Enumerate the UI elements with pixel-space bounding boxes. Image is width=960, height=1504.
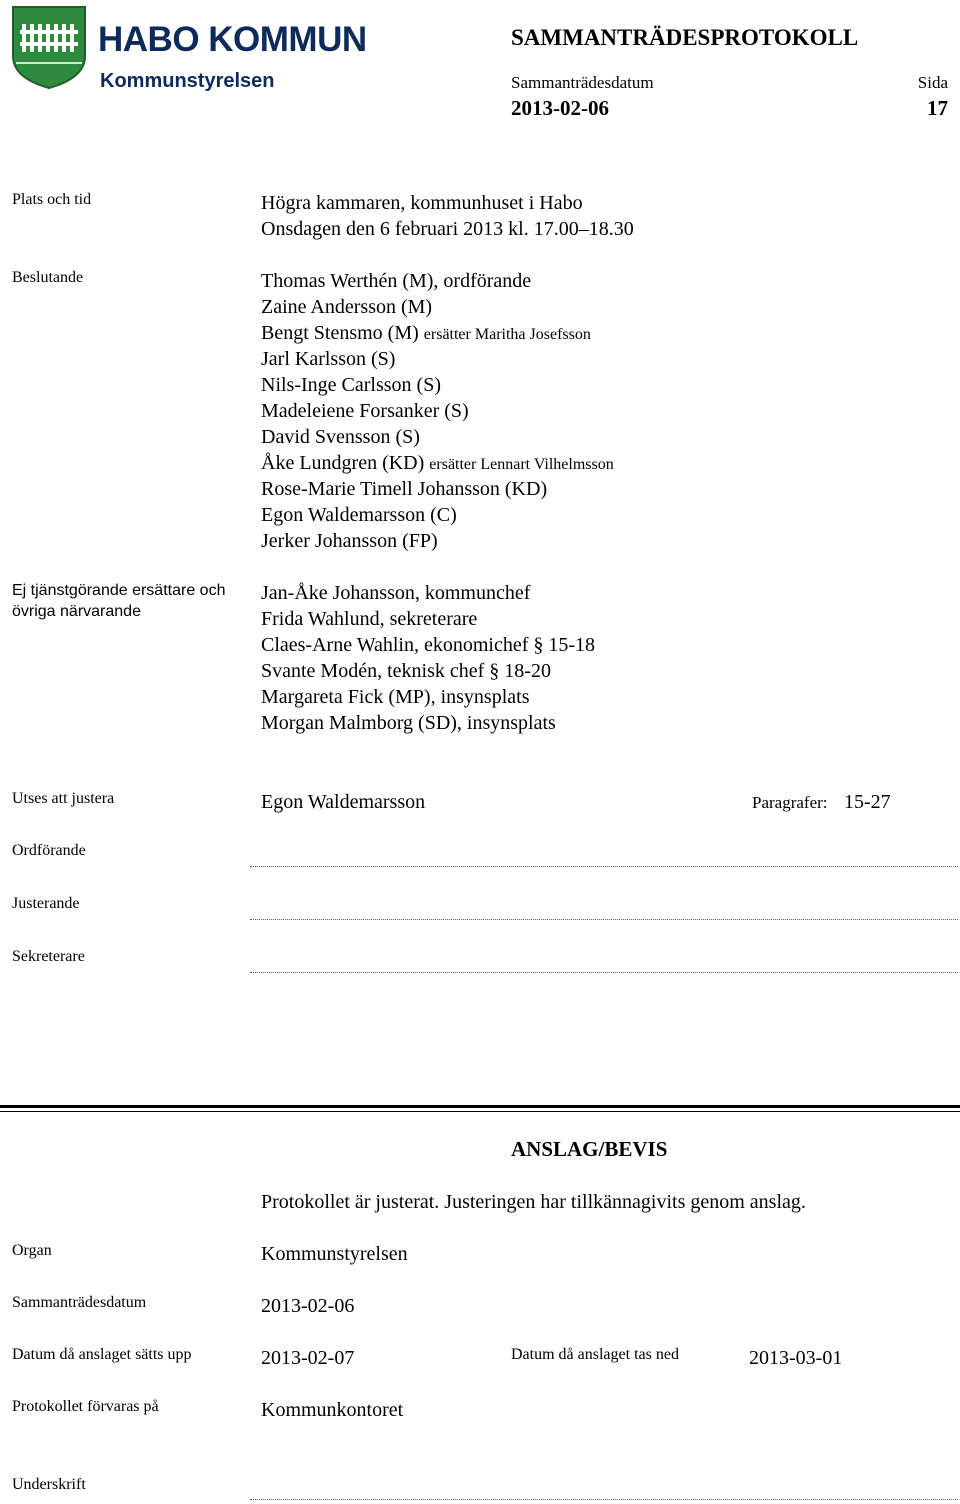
- attendee-line: Claes-Arne Wahlin, ekonomichef § 15-18: [261, 634, 596, 656]
- section-divider-thick: [0, 1105, 960, 1108]
- habo-coat-of-arms-logo: [10, 4, 88, 90]
- member-line: Nils-Inge Carlsson (S): [261, 374, 441, 396]
- attendee-line: Margareta Fick (MP), insynsplats: [261, 686, 530, 708]
- attendee-line: Svante Modén, teknisk chef § 18-20: [261, 660, 551, 682]
- adjuster-label: Utses att justera: [12, 790, 115, 807]
- adjuster-signature-label: Justerande: [12, 895, 80, 912]
- secretary-signature-line: [250, 972, 958, 973]
- adjuster-signature-line: [250, 919, 958, 920]
- place-time-line-2: Onsdagen den 6 februari 2013 kl. 17.00–18.30: [261, 218, 634, 240]
- member-line: Åke Lundgren (KD) ersätter Lennart Vilhelmsson: [261, 452, 614, 474]
- posted-date-label: Datum då anslaget sätts upp: [12, 1346, 192, 1363]
- department-name: Kommunstyrelsen: [100, 70, 275, 92]
- organ-value: Kommunstyrelsen: [261, 1243, 408, 1265]
- chair-signature-label: Ordförande: [12, 842, 86, 859]
- place-time-label: Plats och tid: [12, 191, 92, 208]
- secretary-signature-label: Sekreterare: [12, 948, 85, 965]
- adjuster-name: Egon Waldemarsson: [261, 791, 426, 813]
- attendee-line: Morgan Malmborg (SD), insynsplats: [261, 712, 556, 734]
- member-line: Madeleiene Forsanker (S): [261, 400, 469, 422]
- removed-date: 2013-03-01: [749, 1347, 843, 1369]
- posted-date: 2013-02-07: [261, 1347, 355, 1369]
- member-line: Jarl Karlsson (S): [261, 348, 396, 370]
- signature-label: Underskrift: [12, 1476, 86, 1493]
- member-line: Zaine Andersson (M): [261, 296, 433, 318]
- attendee-line: Frida Wahlund, sekreterare: [261, 608, 478, 630]
- stored-at-value: Kommunkontoret: [261, 1399, 404, 1421]
- others-label-line-2: övriga närvarande: [12, 603, 141, 620]
- others-label-line-1: Ej tjänstgörande ersättare och: [12, 582, 226, 599]
- paragraphs-label: Paragrafer:: [752, 793, 828, 812]
- notice-heading: ANSLAG/BEVIS: [511, 1137, 668, 1161]
- member-line: Rose-Marie Timell Johansson (KD): [261, 478, 548, 500]
- document-type-title: SAMMANTRÄDESPROTOKOLL: [511, 25, 859, 50]
- meeting-date-label: Sammanträdesdatum: [511, 73, 654, 92]
- page-number: 17: [927, 96, 948, 120]
- decision-makers-label: Beslutande: [12, 269, 84, 286]
- member-line: Jerker Johansson (FP): [261, 530, 438, 552]
- notice-meeting-date: 2013-02-06: [261, 1295, 355, 1317]
- substitute-note: ersätter Lennart Vilhelmsson: [429, 456, 614, 473]
- organ-label: Organ: [12, 1242, 52, 1259]
- place-time-line-1: Högra kammaren, kommunhuset i Habo: [261, 192, 583, 214]
- notice-statement: Protokollet är justerat. Justeringen har tillkännagivits genom anslag.: [261, 1191, 806, 1213]
- member-line: Egon Waldemarsson (C): [261, 504, 457, 526]
- substitute-note: ersätter Maritha Josefsson: [423, 326, 591, 343]
- attendee-line: Jan-Åke Johansson, kommunchef: [261, 582, 531, 604]
- paragraphs-range: 15-27: [844, 791, 891, 813]
- chair-signature-line: [250, 866, 958, 867]
- org-name-logotype: HABO KOMMUN: [98, 20, 367, 59]
- member-line: Bengt Stensmo (M) ersätter Maritha Josefsson: [261, 322, 591, 344]
- member-line: Thomas Werthén (M), ordförande: [261, 270, 532, 292]
- page-label: Sida: [917, 73, 948, 92]
- removed-date-label: Datum då anslaget tas ned: [511, 1346, 679, 1363]
- meeting-date: 2013-02-06: [511, 96, 609, 120]
- notice-meeting-date-label: Sammanträdesdatum: [12, 1294, 147, 1311]
- member-line: David Svensson (S): [261, 426, 420, 448]
- stored-at-label: Protokollet förvaras på: [12, 1398, 159, 1415]
- section-divider-thin: [0, 1111, 960, 1112]
- signature-line: [250, 1499, 958, 1500]
